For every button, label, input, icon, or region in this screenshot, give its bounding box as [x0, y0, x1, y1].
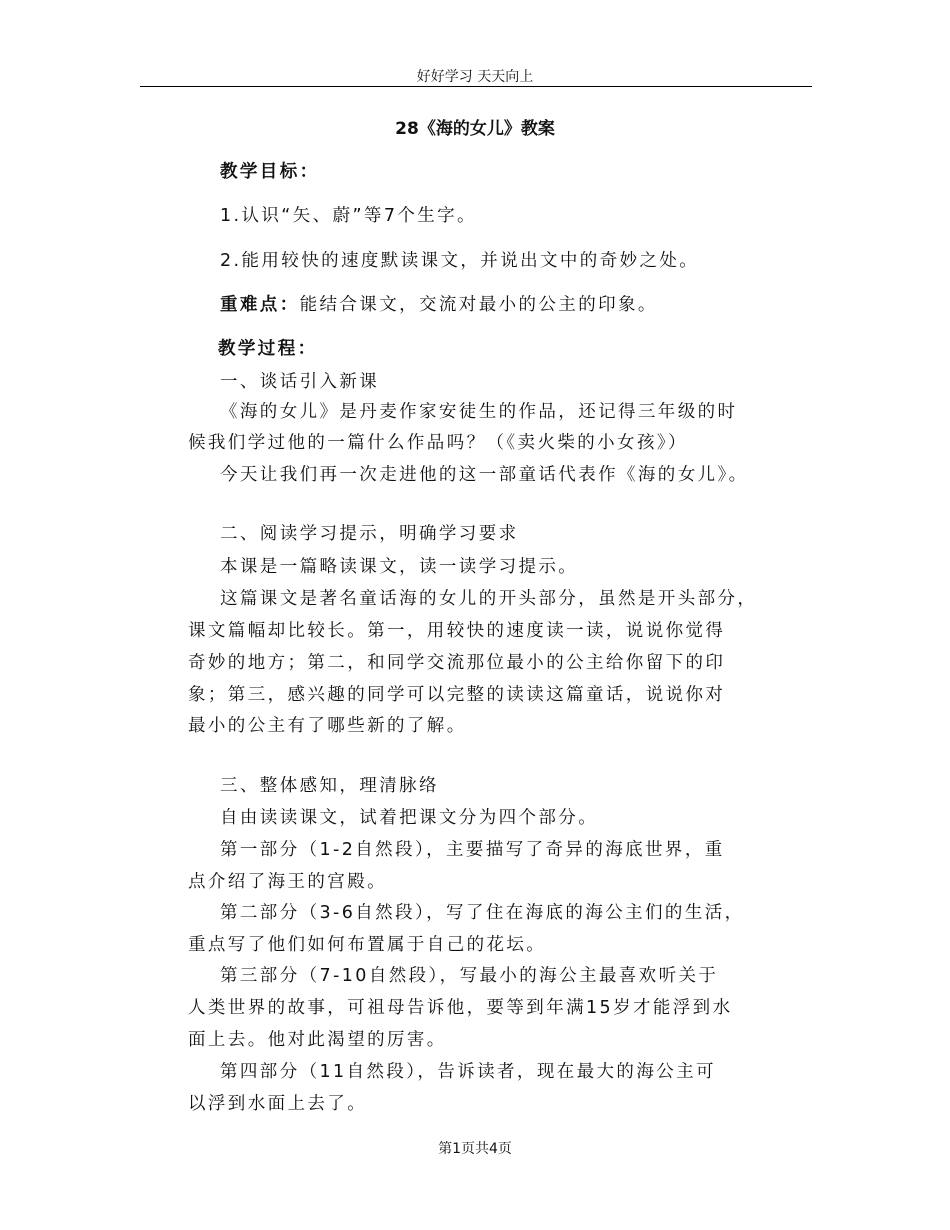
section-3-line: 第一部分（1-2自然段），主要描写了奇异的海底世界，重: [220, 840, 725, 860]
section-2-line: 象；第三，感兴趣的同学可以完整的读读这篇童话，说说你对: [188, 685, 726, 705]
section-2-line: 最小的公主有了哪些新的了解。: [188, 716, 467, 736]
section-1-line: 候我们学过他的一篇什么作品吗？（《卖火柴的小女孩》）: [188, 433, 688, 453]
section-1-line: 《海的女儿》是丹麦作家安徒生的作品，还记得三年级的时: [220, 402, 738, 422]
section-2-line: 奇妙的地方；第二，和同学交流那位最小的公主给你留下的印: [188, 653, 726, 673]
section-3-line: 面上去。他对此渴望的厉害。: [188, 1030, 447, 1050]
goals-heading: 教学目标：: [220, 162, 320, 182]
section-1-title: 一、谈话引入新课: [220, 372, 380, 392]
page-footer: 第1页共4页: [438, 1141, 512, 1157]
page-header: 好好学习 天天向上: [416, 69, 534, 85]
section-3-line: 人类世界的故事，可祖母告诉他，要等到年满15岁才能浮到水: [188, 998, 733, 1018]
section-3-title: 三、整体感知，理清脉络: [220, 776, 439, 796]
goal-item-2: 2.能用较快的速度默读课文，并说出文中的奇妙之处。: [220, 251, 700, 271]
header-divider: [140, 86, 812, 87]
section-1-line: 今天让我们再一次走进他的这一部童话代表作《海的女儿》。: [220, 465, 749, 485]
section-2-title: 二、阅读学习提示，明确学习要求: [220, 524, 519, 544]
section-3-line: 第二部分（3-6自然段），写了住在海底的海公主们的生活，: [220, 903, 745, 923]
section-3-line: 点介绍了海王的宫殿。: [188, 872, 387, 892]
key-points-label: 重难点：: [220, 295, 300, 315]
section-3-line: 自由读读课文，试着把课文分为四个部分。: [220, 808, 599, 828]
key-points: [220, 291, 658, 316]
key-points-text: 能结合课文，交流对最小的公主的印象。: [299, 295, 658, 315]
section-3-line: 第三部分（7-10自然段），写最小的海公主最喜欢听关于: [220, 966, 719, 986]
section-2-line: 课文篇幅却比较长。第一，用较快的速度读一读，说说你觉得: [188, 621, 726, 641]
section-3-line: 第四部分（11自然段），告诉读者，现在最大的海公主可: [220, 1062, 716, 1082]
section-3-line: 重点写了他们如何布置属于自己的花坛。: [188, 935, 547, 955]
section-3-line: 以浮到水面上去了。: [188, 1094, 368, 1114]
goal-item-1: 1.认识“矢、蔚”等7个生字。: [220, 206, 477, 226]
section-2-line: 这篇课文是著名童话海的女儿的开头部分，虽然是开头部分，: [220, 589, 758, 609]
process-heading: 教学过程：: [218, 339, 318, 359]
section-2-line: 本课是一篇略读课文，读一读学习提示。: [220, 557, 579, 577]
document-title: 28《海的女儿》教案: [395, 119, 555, 139]
